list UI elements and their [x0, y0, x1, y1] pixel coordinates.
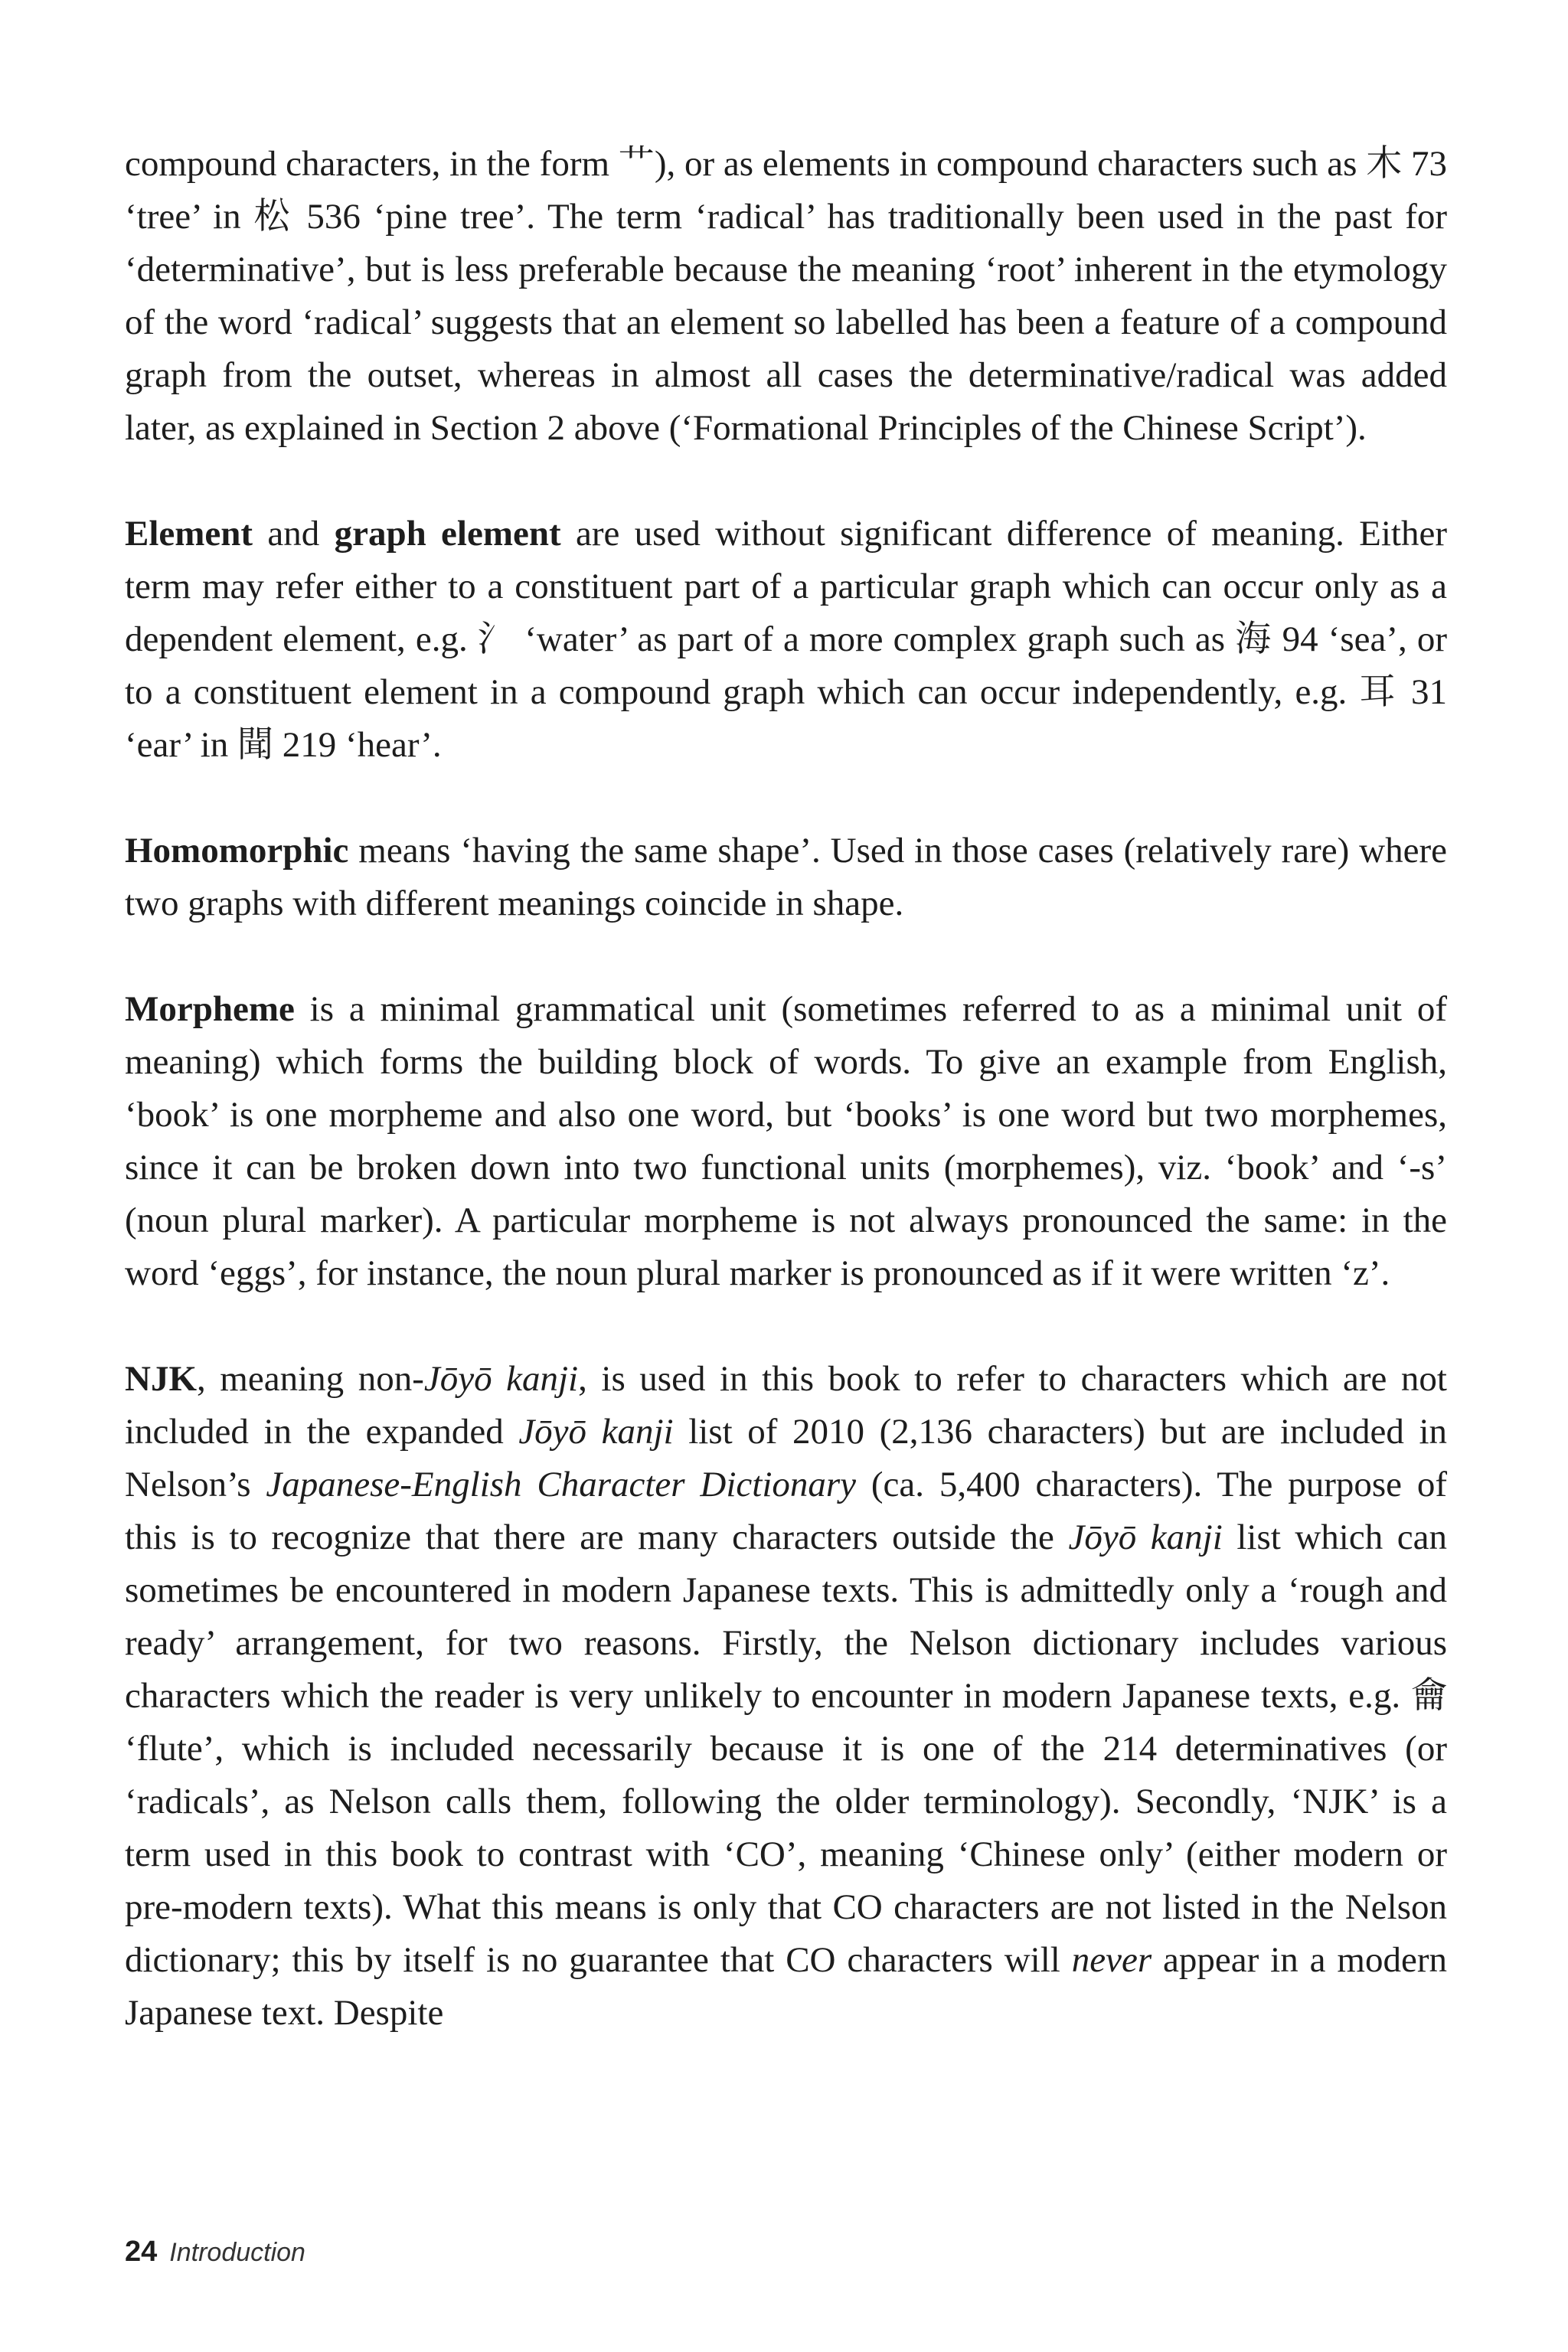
- italic-never: never: [1071, 1940, 1152, 1980]
- paragraph-text: compound characters, in the form 艹), or as elements in compound characters such as 木 73 ‘tree’ in 松 536 ‘pine tree’. The term ‘radical’ has traditionally been used in the past for ‘determinative’, but is less preferable because the meaning ‘root’ inherent in the etymology of the word ‘radical’ suggests that an element so labelled has been a feature of a compound graph from the outset, whereas in almost all cases the determinative/radical was added later, as explained in Section 2 above (‘Formational Principles of the Chinese Script’).: [125, 144, 1447, 448]
- page-footer: [125, 2236, 305, 2269]
- paragraph-text: means ‘having the same shape’. Used in those cases (relatively rare) where two graphs with different meanings coincide in shape.: [125, 831, 1447, 923]
- paragraph-determinative: [125, 138, 1447, 455]
- term-homomorphic: Homomorphic: [125, 831, 349, 871]
- italic-dictionary-title: Japanese-English Character Dictionary: [266, 1465, 857, 1504]
- paragraph-njk: [125, 1353, 1447, 2040]
- term-njk: NJK: [125, 1359, 197, 1399]
- paragraph-morpheme: [125, 983, 1447, 1300]
- term-element: Element: [125, 514, 253, 554]
- term-morpheme: Morpheme: [125, 989, 295, 1029]
- running-section-title: Introduction: [169, 2238, 305, 2267]
- italic-joyo-kanji: Jōyō kanji: [423, 1359, 579, 1399]
- page-number: 24: [125, 2236, 158, 2268]
- italic-joyo-kanji: Jōyō kanji: [518, 1412, 674, 1452]
- italic-joyo-kanji: Jōyō kanji: [1068, 1517, 1223, 1557]
- text-segment: list which can sometimes be encountered in modern Japanese texts. This is admittedly only a ‘rough and ready’ arrangement, for two reasons. Firstly, the Nelson dictionary includes various characters which the reader is very unlikely to encounter in modern Japanese texts, e.g. 龠 ‘flute’, which is included necessarily because it is one of the 214 determinatives (or ‘radicals’, as Nelson calls them, following the older terminology). Secondly, ‘NJK’ is a term used in this book to contrast with ‘CO’, meaning ‘Chinese only’ (either modern or pre-modern texts). What this means is only that CO characters are not listed in the Nelson dictionary; this by itself is no guarantee that CO characters will: [125, 1517, 1447, 1980]
- connector-text: and: [253, 514, 335, 554]
- paragraph-text: is a minimal grammatical unit (sometimes referred to as a minimal unit of meaning) which forms the building block of words. To give an example from English, ‘book’ is one morpheme and also one word, but ‘books’ is one word but two morphemes, since it can be broken down into two functional units (morphemes), viz. ‘book’ and ‘-s’ (noun plural marker). A particular morpheme is not always pronounced the same: in the word ‘eggs’, for instance, the noun plural marker is pronounced as if it were written ‘z’.: [125, 989, 1447, 1293]
- paragraph-element: [125, 508, 1447, 772]
- term-graph-element: graph element: [334, 514, 561, 554]
- text-segment: list of 2010 (2,136 characters) but are included in Nelson’s: [125, 1412, 1448, 1504]
- page-body: [125, 138, 1447, 2040]
- paragraph-homomorphic: [125, 825, 1447, 930]
- text-segment: appear in a modern Japanese text. Despite: [125, 1940, 1447, 2033]
- text-segment: , meaning non-: [197, 1359, 424, 1399]
- text-segment: (ca. 5,400 characters). The purpose of this is to recognize that there are many characters outside the: [125, 1465, 1448, 1557]
- text-segment: , is used in this book to refer to characters which are not included in the expanded: [125, 1359, 1447, 1452]
- paragraph-text: are used without significant difference of meaning. Either term may refer either to a constituent part of a particular graph which can occur only as a dependent element, e.g. 氵 ‘water’ as part of a more complex graph such as 海 94 ‘sea’, or to a constituent element in a compound graph which can occur independently, e.g. 耳 31 ‘ear’ in 聞 219 ‘hear’.: [125, 514, 1447, 765]
